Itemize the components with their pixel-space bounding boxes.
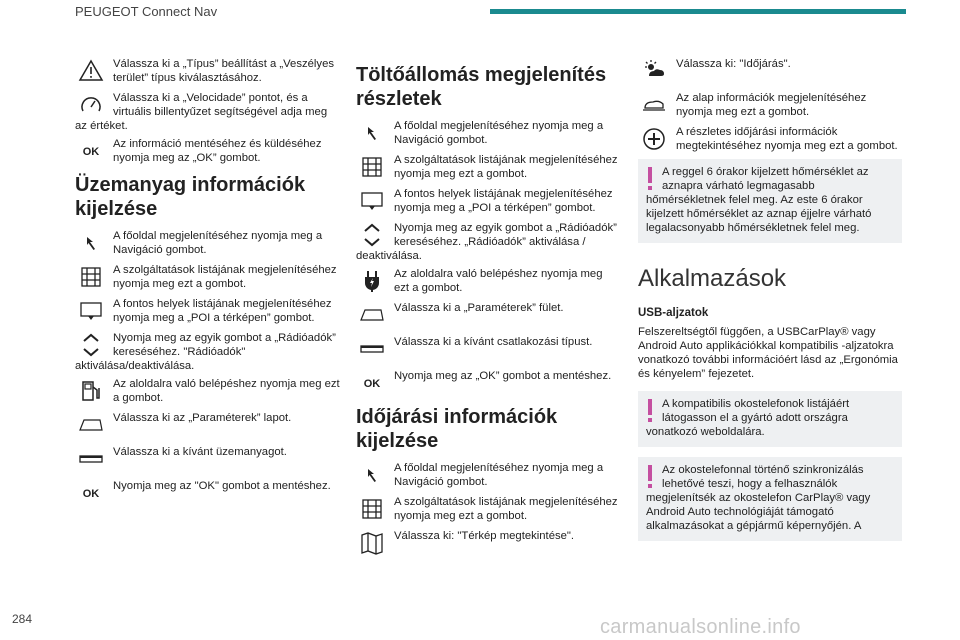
navigation-icon xyxy=(75,229,107,257)
instruction-text: Válassza ki a „Paraméterek” fület. xyxy=(394,302,564,314)
info-mark-icon xyxy=(646,397,656,425)
instruction-text: Az aloldalra való belépéshez nyomja meg ezt a gombot. xyxy=(394,268,603,294)
info-note: Az okostelefonnal történő szinkronizálás lehetővé teszi, hogy a felhasználók megjelenítsék az okostelefon CarPlay® vagy Android Auto technológiáját támogató alkalmazásokat a gépjármű képernyőjén. A xyxy=(638,457,902,541)
instruction-text: Az aloldalra való belépéshez nyomja meg ezt a gombot. xyxy=(113,378,340,404)
plus-icon xyxy=(638,125,670,153)
instruction-text: A részletes időjárási információk megtekintéséhez nyomja meg ezt a gombot. xyxy=(676,126,898,152)
services-icon xyxy=(356,153,388,181)
instruction-row xyxy=(75,297,340,327)
instruction-row xyxy=(75,137,340,167)
instruction-row xyxy=(356,369,620,399)
ok-icon xyxy=(75,479,107,507)
instruction-row xyxy=(638,91,902,121)
header-accent-bar xyxy=(490,9,906,14)
info-mark-icon xyxy=(646,463,656,491)
instruction-row xyxy=(356,301,620,331)
instruction-text: Az alap információk megjelenítéséhez nyomja meg ezt a gombot. xyxy=(676,92,867,118)
weather-icon xyxy=(638,57,670,85)
info-note: A kompatibilis okostelefonok listájáért látogasson el a gyártó adott országra vonatkozó weboldalára. xyxy=(638,391,902,447)
instruction-row xyxy=(638,57,902,87)
instruction-text: A fontos helyek listájának megjelenítéséhez nyomja meg a „POI a térképen” gombot. xyxy=(394,188,613,214)
poi-icon xyxy=(75,297,107,325)
instruction-row xyxy=(356,153,620,183)
instruction-text: A szolgáltatások listájának megjelenítéséhez nyomja meg ezt a gombot. xyxy=(113,264,337,290)
map-icon xyxy=(356,529,388,557)
instruction-row xyxy=(75,229,340,259)
chevron-icon xyxy=(356,221,388,249)
instruction-text: Válassza ki: "Időjárás". xyxy=(676,58,791,70)
column-1 xyxy=(75,57,340,513)
instruction-row xyxy=(356,119,620,149)
svg-text:OK: OK xyxy=(363,378,381,390)
ok-icon xyxy=(356,369,388,397)
page-number: 284 xyxy=(12,612,33,626)
section-heading-fuel: Üzemanyag információk kijelzése xyxy=(75,174,306,220)
navigation-icon xyxy=(356,119,388,147)
instruction-text: Nyomja meg az egyik gombot a „Rádióadók” kereséséhez. "Rádióadók" aktiválása/deaktiválása. xyxy=(75,332,336,372)
instruction-text: Válassza ki az „Paraméterek” lapot. xyxy=(113,412,292,424)
navigation-icon xyxy=(356,461,388,489)
instruction-row xyxy=(356,221,620,263)
instruction-text: A fontos helyek listájának megjelenítéséhez nyomja meg a „POI a térképen” gombot. xyxy=(113,298,332,324)
warning-icon xyxy=(75,57,107,85)
instruction-text: Válassza ki a „Típus” beállítást a „Veszélyes terület” típus kiválasztásához. xyxy=(113,58,335,84)
svg-text:OK: OK xyxy=(82,488,100,500)
services-icon xyxy=(356,495,388,523)
instruction-row xyxy=(356,267,620,297)
instruction-row xyxy=(75,445,340,475)
svg-text:OK: OK xyxy=(82,146,100,158)
instruction-text: A főoldal megjelenítéséhez nyomja meg a Navigáció gombot. xyxy=(113,230,323,256)
instruction-row xyxy=(75,377,340,407)
instruction-row xyxy=(75,263,340,293)
watermark: carmanualsonline.info xyxy=(600,616,801,638)
plug-icon xyxy=(356,267,388,295)
subheading-usb: USB-aljzatok xyxy=(638,307,709,319)
instruction-row xyxy=(75,411,340,441)
section-heading-charging: Töltőállomás megjelenítés részletek xyxy=(356,64,607,110)
info-mark-icon xyxy=(646,165,656,193)
instruction-text: Válassza ki a „Velocidade” pontot, és a virtuális billentyűzet segítségével adja meg az értéket. xyxy=(75,92,328,132)
usb-paragraph: Felszereltségtől függően, a USBCarPlay® vagy Android Auto applikációkkal kompatibilis -aljzatokra vonatkozó további információért lásd az „Ergonómia és kényelem” fejezetet. xyxy=(638,326,898,380)
instruction-text: A szolgáltatások listájának megjelenítéséhez nyomja meg ezt a gombot. xyxy=(394,496,618,522)
instruction-text: Válassza ki a kívánt üzemanyagot. xyxy=(113,446,287,458)
instruction-text: A főoldal megjelenítéséhez nyomja meg a Navigáció gombot. xyxy=(394,120,604,146)
select-icon xyxy=(75,445,107,473)
section-heading-apps: Alkalmazások xyxy=(638,265,787,292)
tab-icon xyxy=(75,411,107,439)
instruction-text: Az információ mentéséhez és küldéséhez nyomja meg az „OK” gombot. xyxy=(113,138,322,164)
fuel-icon xyxy=(75,377,107,405)
instruction-text: Nyomja meg az „OK” gombot a mentéshez. xyxy=(394,370,612,382)
instruction-text: Nyomja meg az "OK" gombot a mentéshez. xyxy=(113,480,331,492)
poi-icon xyxy=(356,187,388,215)
instruction-text: Válassza ki a kívánt csatlakozási típust. xyxy=(394,336,593,348)
instruction-text: A szolgáltatások listájának megjelenítéséhez nyomja meg ezt a gombot. xyxy=(394,154,618,180)
instruction-row xyxy=(356,187,620,217)
column-2 xyxy=(356,57,620,563)
instruction-text: Nyomja meg az egyik gombot a „Rádióadók” kereséséhez. „Rádióadók” aktiválása / deaktiválása. xyxy=(356,222,617,262)
section-heading-weather: Időjárási információk kijelzése xyxy=(356,406,558,452)
instruction-row xyxy=(356,461,620,491)
instruction-row xyxy=(638,125,902,155)
speed-icon xyxy=(75,91,107,119)
instruction-row xyxy=(75,479,340,509)
instruction-row xyxy=(356,495,620,525)
document-header: PEUGEOT Connect Nav xyxy=(75,4,218,19)
instruction-row xyxy=(356,335,620,365)
services-icon xyxy=(75,263,107,291)
instruction-row xyxy=(75,91,340,133)
chevron-icon xyxy=(75,331,107,359)
instruction-text: A főoldal megjelenítéséhez nyomja meg a Navigáció gombot. xyxy=(394,462,604,488)
select-icon xyxy=(356,335,388,363)
info-note: A reggel 6 órakor kijelzett hőmérséklet az aznapra várható legmagasabb hőmérsékletnek felel meg. Az este 6 órakor kijelzett hőmérséklet az aznap éjjelre várható legalacsonyabb hőmérsékletnek felel meg. xyxy=(638,159,902,243)
instruction-row xyxy=(356,529,620,559)
ok-icon xyxy=(75,137,107,165)
instruction-row xyxy=(75,57,340,87)
instruction-row xyxy=(75,331,340,373)
column-3 xyxy=(638,57,902,551)
tab-icon xyxy=(356,301,388,329)
instruction-text: Válassza ki: "Térkép megtekintése". xyxy=(394,530,575,542)
info-icon xyxy=(638,91,670,119)
